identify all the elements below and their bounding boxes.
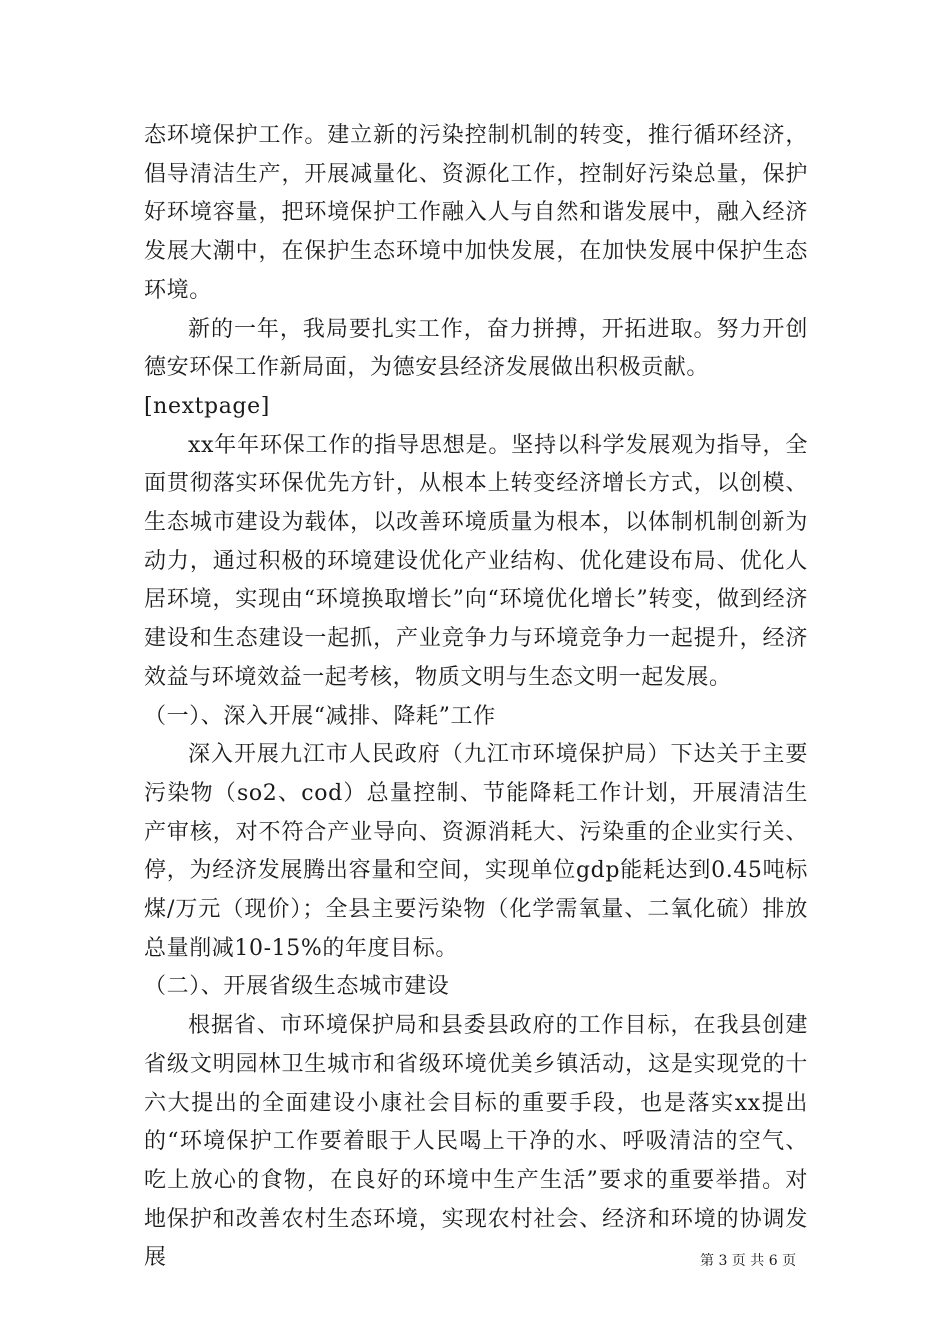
document-body [144,117,808,1278]
paragraph: 根据省、市环境保护局和县委县政府的工作目标，在我县创建省级文明园林卫生城市和省级环境优美乡镇活动，这是实现党的十六大提出的全面建设小康社会目标的重要手段，也是落实xx提出的“环境保护工作要着眼于人民喝上干净的水、呼吸清洁的空气、吃上放心的食物，在良好的环境中生产生活”要求的重要举措。对地保护和改善农村生态环境，实现农村社会、经济和环境的协调发展 [144,1013,808,1271]
page-break-marker: [nextpage] [144,393,270,419]
page-number-footer: 第 3 页 共 6 页 [700,1253,797,1269]
paragraph-continuation: 态环境保护工作。建立新的污染控制机制的转变，推行循环经济，倡导清洁生产，开展减量化、资源化工作，控制好污染总量，保护好环境容量，把环境保护工作融入人与自然和谐发展中，融入经济发展大潮中，在保护生态环境中加快发展，在加快发展中保护生态环境。 [144,123,808,303]
paragraph: 深入开展九江市人民政府（九江市环境保护局）下达关于主要污染物（so2、cod）总量控制、节能降耗工作计划，开展清洁生产审核，对不符合产业导向、资源消耗大、污染重的企业实行关、停，为经济发展腾出容量和空间，实现单位gdp能耗达到0.45吨标煤/万元（现价）；全县主要污染物（化学需氧量、二氧化硫）排放总量削减10-15%的年度目标。 [144,742,808,961]
paragraph: xx年年环保工作的指导思想是。坚持以科学发展观为指导，全面贯彻落实环保优先方针，从根本上转变经济增长方式，以创模、生态城市建设为载体，以改善环境质量为根本，以体制机制创新为动力，通过积极的环境建设优化产业结构、优化建设布局、优化人居环境，实现由“环境换取增长”向“环境优化增长”转变，做到经济建设和生态建设一起抓，产业竞争力与环境竞争力一起提升，经济效益与环境效益一起考核，物质文明与生态文明一起发展。 [144,432,808,690]
section-heading: （一）、深入开展“减排、降耗”工作 [144,703,496,729]
paragraph: 新的一年，我局要扎实工作，奋力拼搏，开拓进取。努力开创德安环保工作新局面，为德安县经济发展做出积极贡献。 [144,316,808,381]
section-heading: （二）、开展省级生态城市建设 [144,974,450,1000]
